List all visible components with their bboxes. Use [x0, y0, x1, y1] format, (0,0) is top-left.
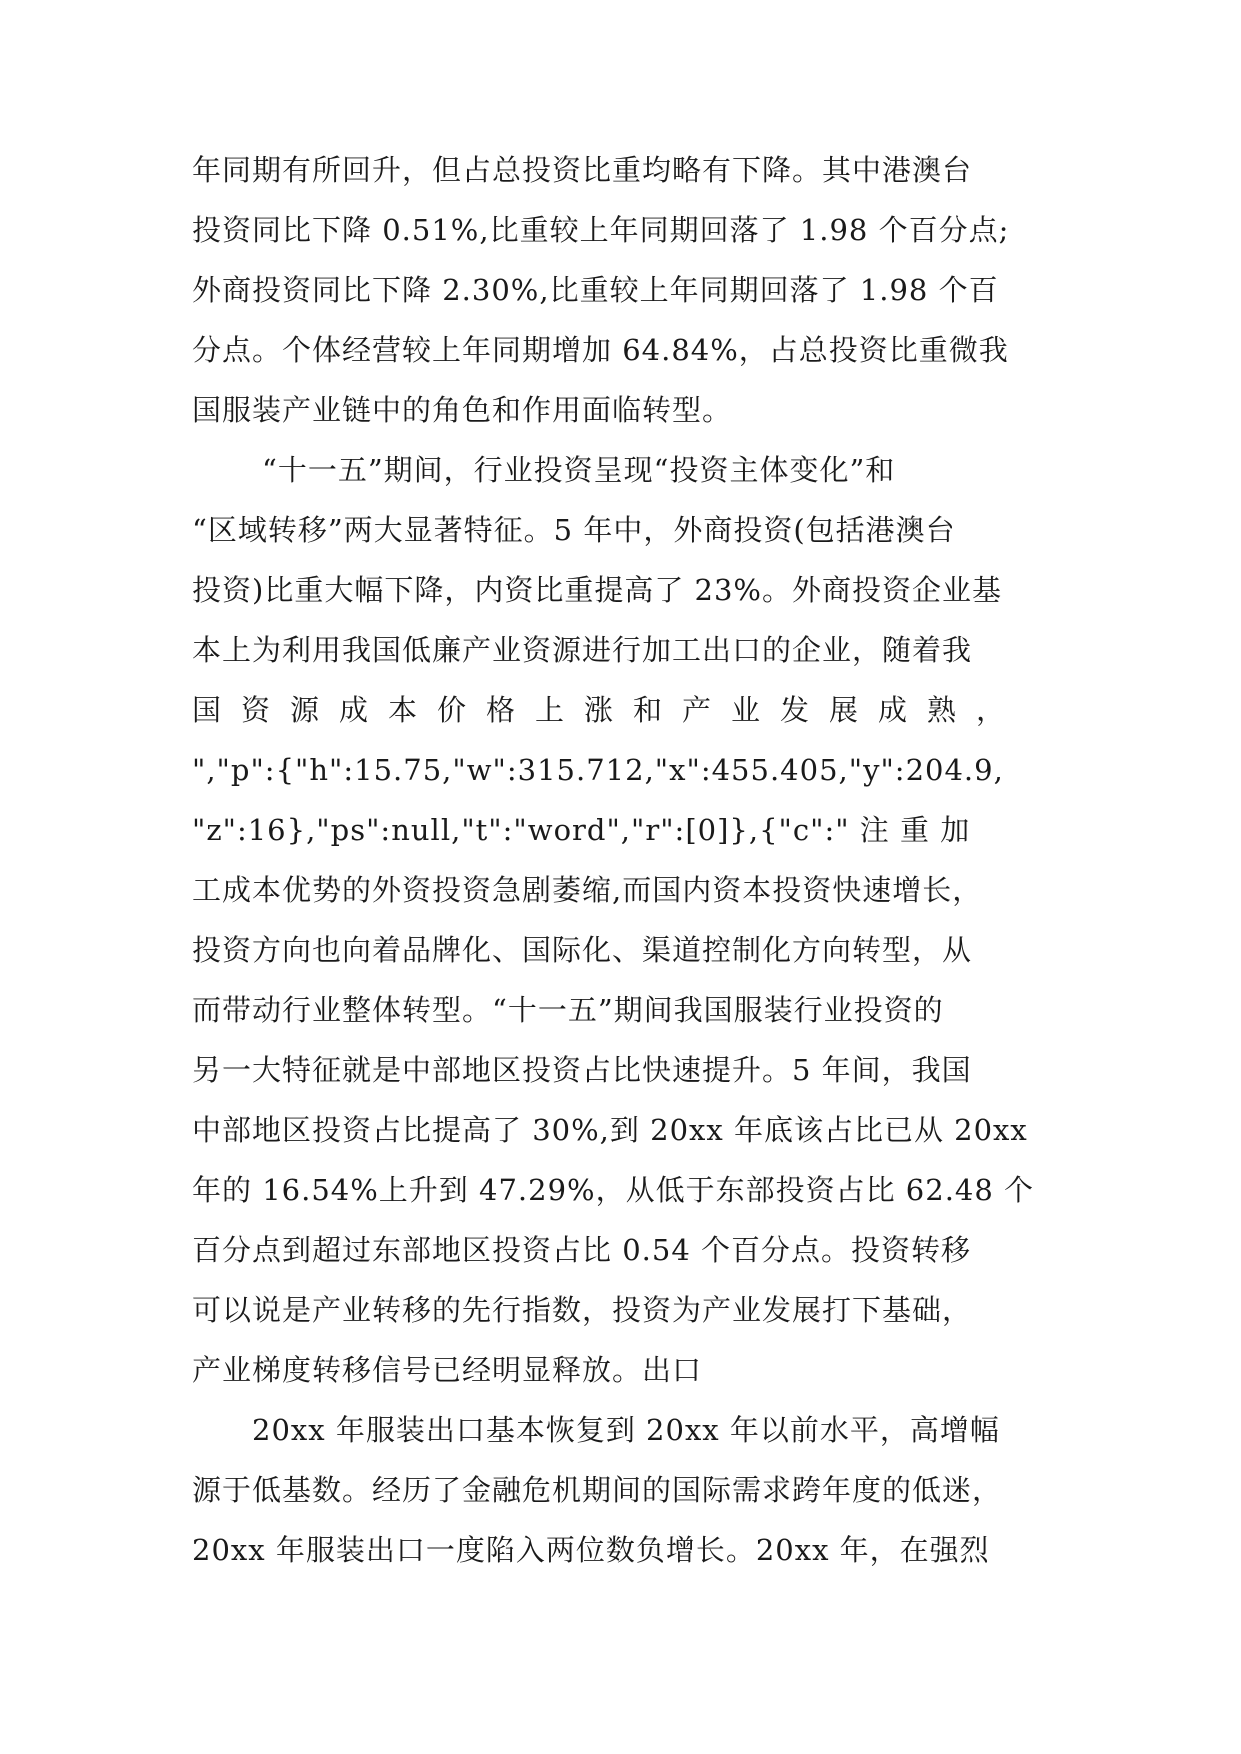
text-line: “区域转移”两大显著特征。5 年中，外商投资(包括港澳台 [192, 513, 956, 547]
text-line: ","p":{"h":15.75,"w":315.712,"x":455.405,"y":204.9, [192, 753, 1004, 787]
text-line: 而带动行业整体转型。“十一五”期间我国服装行业投资的 [192, 993, 944, 1027]
text-line: 工成本优势的外资投资急剧萎缩,而国内资本投资快速增长， [192, 873, 983, 907]
text-line: 国资源成本价格上涨和产业发展成熟， [192, 693, 1026, 727]
text-line: 中部地区投资占比提高了 30%,到 20xx 年底该占比已从 20xx [192, 1113, 1028, 1147]
text-line: 投资方向也向着品牌化、国际化、渠道控制化方向转型，从 [192, 933, 973, 967]
text-line: 投资)比重大幅下降，内资比重提高了 23%。外商投资企业基 [192, 573, 1002, 607]
text-line: 年的 16.54%上升到 47.29%，从低于东部投资占比 62.48 个 [192, 1173, 1035, 1207]
text-line: 另一大特征就是中部地区投资占比快速提升。5 年间，我国 [192, 1053, 972, 1087]
text-line: 源于低基数。经历了金融危机期间的国际需求跨年度的低迷， [192, 1473, 1003, 1507]
text-line: 20xx 年服装出口一度陷入两位数负增长。20xx 年，在强烈 [192, 1533, 990, 1567]
paragraph-first-line: “十一五”期间，行业投资呈现“投资主体变化”和 [262, 453, 896, 487]
paragraph-first-line: 20xx 年服装出口基本恢复到 20xx 年以前水平，高增幅 [252, 1413, 1000, 1447]
text-line: 投资同比下降 0.51%,比重较上年同期回落了 1.98 个百分点; [192, 213, 1010, 247]
text-line: 可以说是产业转移的先行指数，投资为产业发展打下基础， [192, 1293, 973, 1327]
text-line: 外商投资同比下降 2.30%,比重较上年同期回落了 1.98 个百 [192, 273, 999, 307]
text-line: 国服装产业链中的角色和作用面临转型。 [192, 393, 733, 427]
text-line: 分点。个体经营较上年同期增加 64.84%，占总投资比重微我 [192, 333, 1009, 367]
text-line: 本上为利用我国低廉产业资源进行加工出口的企业，随着我 [192, 633, 973, 667]
text-line: 年同期有所回升，但占总投资比重均略有下降。其中港澳台 [192, 153, 973, 187]
text-line: 产业梯度转移信号已经明显释放。出口 [192, 1353, 703, 1387]
text-line: 百分点到超过东部地区投资占比 0.54 个百分点。投资转移 [192, 1233, 972, 1267]
text-line: "z":16},"ps":null,"t":"word","r":[0]},{"c":" 注 重 加 [192, 813, 971, 847]
